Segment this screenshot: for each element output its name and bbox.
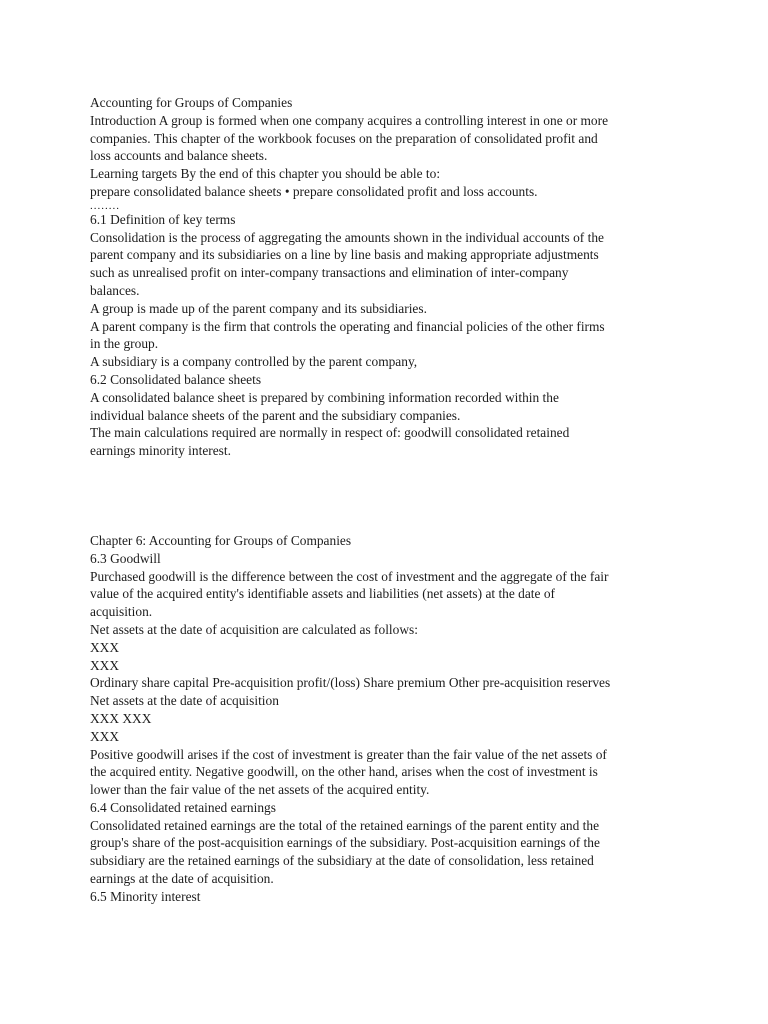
text-line: loss accounts and balance sheets. <box>90 148 268 164</box>
doc-title: Accounting for Groups of Companies <box>90 95 293 110</box>
text-line: A subsidiary is a company controlled by the parent company, <box>90 354 418 370</box>
text-line: earnings at the date of acquisition. <box>90 871 274 887</box>
text-line: in the group. <box>90 336 159 352</box>
document-page <box>90 94 690 906</box>
text-line: Consolidated retained earnings are the total of the retained earnings of the parent entity and the <box>90 817 600 833</box>
page-2-text <box>90 532 690 906</box>
section-heading: 6.4 Consolidated retained earnings <box>90 799 276 815</box>
text-line: Net assets at the date of acquisition <box>90 693 279 709</box>
text-line: Introduction A group is formed when one company acquires a controlling interest in one or more <box>90 112 609 128</box>
chapter-heading: Chapter 6: Accounting for Groups of Companies <box>90 532 352 548</box>
text-line: such as unrealised profit on inter-company transactions and elimination of inter-company <box>90 265 569 281</box>
text-line: Ordinary share capital Pre-acquisition profit/(loss) Share premium Other pre-acquisition reserves <box>90 675 611 691</box>
text-line: Positive goodwill arises if the cost of investment is greater than the fair value of the net assets of <box>90 746 607 762</box>
section-heading: 6.1 Definition of key terms <box>90 211 236 227</box>
text-line: balances. <box>90 282 140 298</box>
text-line: A group is made up of the parent company and its subsidiaries. <box>90 300 427 316</box>
page-1-text <box>90 94 690 460</box>
text-line: A parent company is the firm that controls the operating and financial policies of the other firms <box>90 318 605 334</box>
text-line: A consolidated balance sheet is prepared by combining information recorded within the <box>90 389 559 405</box>
text-line: Net assets at the date of acquisition are calculated as follows: <box>90 621 418 637</box>
text-line: Consolidation is the process of aggregating the amounts shown in the individual accounts of the <box>90 229 604 245</box>
text-line: value of the acquired entity's identifiable assets and liabilities (net assets) at the date of <box>90 586 555 602</box>
text-line: prepare consolidated balance sheets • prepare consolidated profit and loss accounts. <box>90 183 538 199</box>
text-line: XXX <box>90 639 120 655</box>
text-line: the acquired entity. Negative goodwill, on the other hand, arises when the cost of investment is <box>90 764 598 780</box>
text-line: group's share of the post-acquisition earnings of the subsidiary. Post-acquisition earnings of the <box>90 835 600 851</box>
text-line: XXX <box>90 728 120 744</box>
page-gap <box>90 460 690 532</box>
text-line: XXX XXX <box>90 710 152 726</box>
text-line: Learning targets By the end of this chapter you should be able to: <box>90 166 441 182</box>
text-line: XXX <box>90 657 120 673</box>
text-line: Purchased goodwill is the difference between the cost of investment and the aggregate of the fair <box>90 568 609 584</box>
text-line: The main calculations required are normally in respect of: goodwill consolidated retained <box>90 425 570 441</box>
text-line: acquisition. <box>90 604 153 620</box>
section-heading: 6.2 Consolidated balance sheets <box>90 371 262 387</box>
section-heading: 6.5 Minority interest <box>90 888 201 904</box>
ellipsis-separator: ........ <box>90 199 120 212</box>
text-line: lower than the fair value of the net assets of the acquired entity. <box>90 782 430 798</box>
text-line: companies. This chapter of the workbook focuses on the preparation of consolidated profit and <box>90 130 598 146</box>
section-heading: 6.3 Goodwill <box>90 550 161 566</box>
text-line: parent company and its subsidiaries on a line by line basis and making appropriate adjustments <box>90 247 599 263</box>
text-line: subsidiary are the retained earnings of the subsidiary at the date of consolidation, less retained <box>90 853 594 869</box>
text-line: individual balance sheets of the parent and the subsidiary companies. <box>90 407 461 423</box>
text-line: earnings minority interest. <box>90 443 231 459</box>
